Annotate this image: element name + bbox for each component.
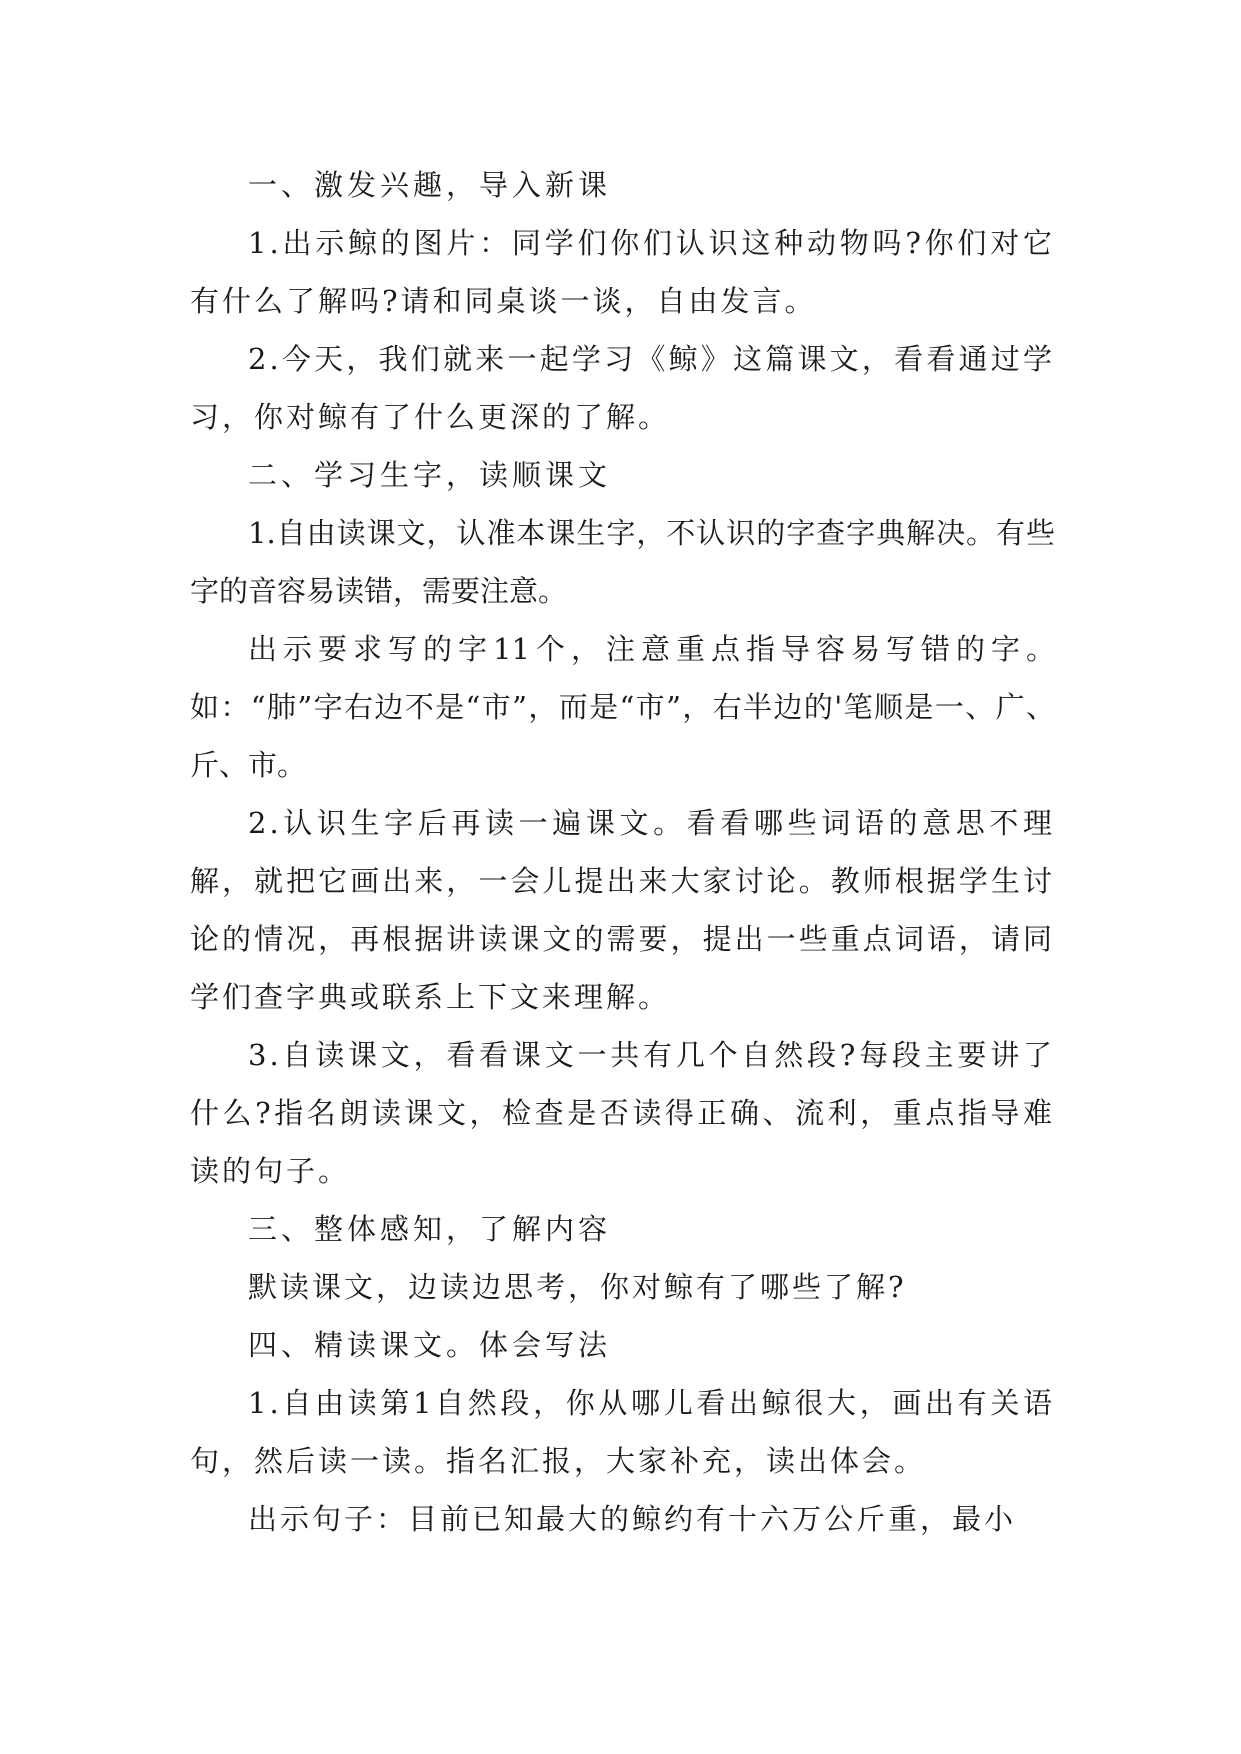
paragraph-3-1: 默读课文，边读边思考，你对鲸有了哪些了解?	[248, 1270, 907, 1304]
paragraph-1-1: 1.出示鲸的图片：同学们你们认识这种动物吗?你们对它有什么了解吗?请和同桌谈一谈，自由发言。	[190, 226, 1055, 318]
paragraph-2-3: 2.认识生字后再读一遍课文。看看哪些词语的意思不理解，就把它画出来，一会儿提出来大家讨论。教师根据学生讨论的情况，再根据讲读课文的需要，提出一些重点词语，请同学们查字典或联系上下文来理解。	[190, 806, 1055, 1014]
section-heading-2: 二、学习生字，读顺课文	[248, 458, 612, 492]
paragraph-2-4: 3.自读课文，看看课文一共有几个自然段?每段主要讲了什么?指名朗读课文，检查是否读得正确、流利，重点指导难读的句子。	[190, 1038, 1055, 1188]
section-heading-4: 四、精读课文。体会写法	[248, 1328, 612, 1362]
paragraph-4-2: 出示句子：目前已知最大的鲸约有十六万公斤重，最小	[248, 1502, 1017, 1536]
paragraph-2-2: 出示要求写的字11个，注意重点指导容易写错的字。如：“肺”字右边不是“市”，而是“市”，右半边的'笔顺是一、广、斤、市。	[190, 632, 1055, 782]
section-heading-3: 三、整体感知，了解内容	[248, 1212, 612, 1246]
paragraph-4-1: 1.自由读第1自然段，你从哪儿看出鲸很大，画出有关语句，然后读一读。指名汇报，大家补充，读出体会。	[190, 1386, 1055, 1478]
paragraph-2-1: 1.自由读课文，认准本课生字，不认识的字查字典解决。有些字的音容易读错，需要注意。	[190, 516, 1055, 608]
section-heading-1: 一、激发兴趣，导入新课	[248, 168, 612, 202]
paragraph-1-2: 2.今天，我们就来一起学习《鲸》这篇课文，看看通过学习，你对鲸有了什么更深的了解。	[190, 342, 1055, 434]
document-body	[190, 156, 1055, 1548]
